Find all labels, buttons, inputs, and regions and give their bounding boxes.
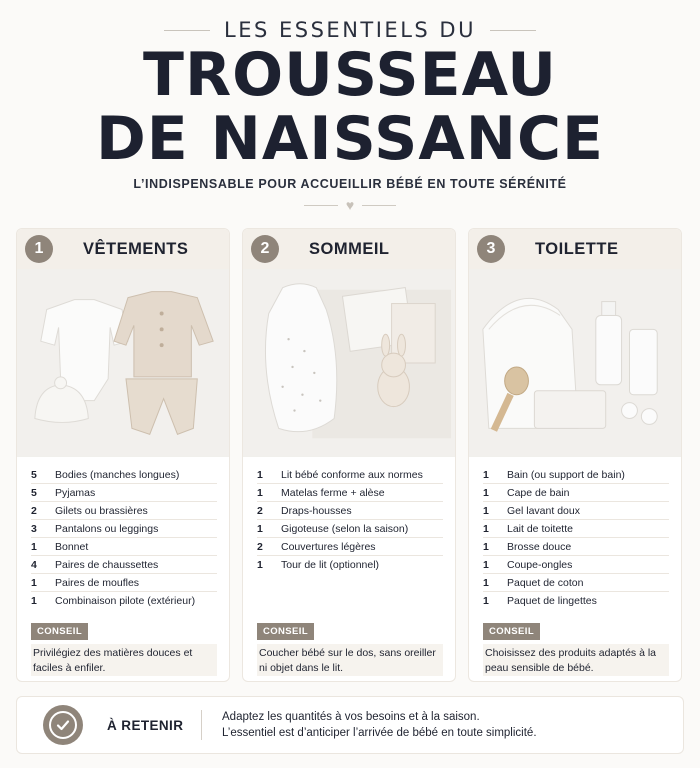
list-item (257, 520, 443, 538)
footer-line1: Adaptez les quantités à vos besoins et à la saison. (222, 711, 480, 723)
tip-badge: CONSEIL (257, 623, 314, 640)
item-qty: 1 (483, 595, 489, 607)
kicker-line-left (164, 30, 210, 31)
item-label: Tour de lit (optionnel) (281, 559, 380, 571)
heart-line-right (362, 205, 396, 206)
list-item (31, 466, 217, 484)
card-title: SOMMEIL (309, 239, 390, 258)
item-list (469, 457, 681, 610)
check-circle-icon (43, 705, 83, 745)
tip-badge: CONSEIL (31, 623, 88, 640)
list-item (483, 592, 669, 610)
sleep-illustration (243, 269, 455, 457)
card-number-badge: 1 (25, 235, 53, 263)
tip-text: Coucher bébé sur le dos, sans oreiller ni objet dans le lit. (257, 644, 443, 676)
footer-reminder (16, 696, 684, 754)
item-qty: 1 (31, 595, 37, 607)
check-ring (49, 711, 77, 739)
kicker-line-right (490, 30, 536, 31)
footer-text (222, 709, 537, 741)
kicker: LES ESSENTIELS DU (224, 18, 476, 42)
item-qty: 2 (257, 540, 263, 553)
heart-icon: ♥ (345, 197, 355, 213)
card-number-badge: 3 (477, 235, 505, 263)
card-title: VÊTEMENTS (83, 239, 189, 258)
item-qty: 1 (483, 504, 489, 517)
page-title-line1: TROUSSEAU (143, 40, 557, 110)
page-title-line2: DE NAISSANCE (95, 104, 605, 174)
item-label: Paquet de coton (507, 576, 584, 589)
list-item (31, 574, 217, 592)
card-title: TOILETTE (535, 239, 619, 258)
tip-badge: CONSEIL (483, 623, 540, 640)
tip-box (257, 621, 443, 676)
item-label: Cape de bain (507, 486, 570, 499)
item-qty: 1 (257, 522, 263, 535)
list-item (31, 484, 217, 502)
item-label: Pantalons ou leggings (55, 522, 159, 535)
item-label: Paires de chaussettes (55, 558, 159, 571)
baby-clothes-illustration (17, 269, 229, 457)
item-qty: 1 (31, 540, 37, 553)
heart-divider (0, 198, 700, 212)
item-label: Lit bébé conforme aux normes (281, 468, 423, 481)
card-header (469, 229, 681, 269)
card-toilette (468, 228, 682, 682)
item-qty: 5 (31, 468, 37, 481)
item-label: Matelas ferme + alèse (281, 486, 385, 499)
item-qty: 1 (257, 468, 263, 481)
item-list (17, 457, 229, 610)
item-qty: 1 (483, 468, 489, 481)
item-label: Gigoteuse (selon la saison) (281, 522, 409, 535)
list-item (483, 556, 669, 574)
item-label: Combinaison pilote (extérieur) (55, 595, 196, 607)
item-label: Gilets ou brassières (55, 504, 148, 517)
item-label: Bodies (manches longues) (55, 468, 180, 481)
item-qty: 1 (257, 559, 263, 571)
item-label: Paires de moufles (55, 576, 140, 589)
footer-line2: L’essentiel est d’anticiper l’arrivée de bébé en toute simplicité. (222, 727, 537, 739)
item-label: Bain (ou support de bain) (507, 468, 625, 481)
item-label: Paquet de lingettes (507, 595, 597, 607)
item-qty: 5 (31, 486, 37, 499)
list-item (257, 538, 443, 556)
list-item (483, 520, 669, 538)
card-number-badge: 2 (251, 235, 279, 263)
footer-label: À RETENIR (107, 717, 184, 733)
list-item (257, 502, 443, 520)
list-item (483, 538, 669, 556)
card-header (243, 229, 455, 269)
list-item (257, 484, 443, 502)
list-item (31, 538, 217, 556)
list-item (483, 484, 669, 502)
item-qty: 1 (483, 486, 489, 499)
item-qty: 1 (483, 540, 489, 553)
card-vetements (16, 228, 230, 682)
item-qty: 1 (483, 576, 489, 589)
page-subtitle: L’INDISPENSABLE POUR ACCUEILLIR BÉBÉ EN TOUTE SÉRÉNITÉ (133, 177, 567, 191)
tip-text: Privilégiez des matières douces et faciles à enfiler. (31, 644, 217, 676)
list-item (483, 502, 669, 520)
list-item (257, 466, 443, 484)
item-qty: 1 (483, 522, 489, 535)
list-item (483, 574, 669, 592)
list-item (31, 520, 217, 538)
footer-divider (201, 710, 202, 740)
list-item (257, 556, 443, 574)
header (0, 0, 700, 220)
item-qty: 2 (257, 504, 263, 517)
list-item (31, 502, 217, 520)
item-label: Brosse douce (507, 540, 572, 553)
list-item (31, 556, 217, 574)
checkmark-icon (55, 717, 71, 733)
toiletry-illustration (469, 269, 681, 457)
card-sommeil (242, 228, 456, 682)
item-label: Couvertures légères (281, 540, 376, 553)
item-label: Pyjamas (55, 486, 96, 499)
item-qty: 1 (483, 558, 489, 571)
item-label: Bonnet (55, 540, 89, 553)
item-label: Coupe-ongles (507, 558, 573, 571)
tip-box (483, 621, 669, 676)
heart-line-left (304, 205, 338, 206)
tip-box (31, 621, 217, 676)
item-label: Gel lavant doux (507, 504, 580, 517)
list-item (483, 466, 669, 484)
item-qty: 1 (257, 486, 263, 499)
item-list (243, 457, 455, 574)
kicker-row (0, 18, 700, 42)
list-item (31, 592, 217, 610)
item-label: Lait de toitette (507, 522, 573, 535)
tip-text: Choisissez des produits adaptés à la peau sensible de bébé. (483, 644, 669, 676)
item-qty: 4 (31, 558, 37, 571)
item-qty: 3 (31, 522, 37, 535)
item-qty: 1 (31, 576, 37, 589)
card-header (17, 229, 229, 269)
item-label: Draps-housses (281, 504, 352, 517)
item-qty: 2 (31, 504, 37, 517)
